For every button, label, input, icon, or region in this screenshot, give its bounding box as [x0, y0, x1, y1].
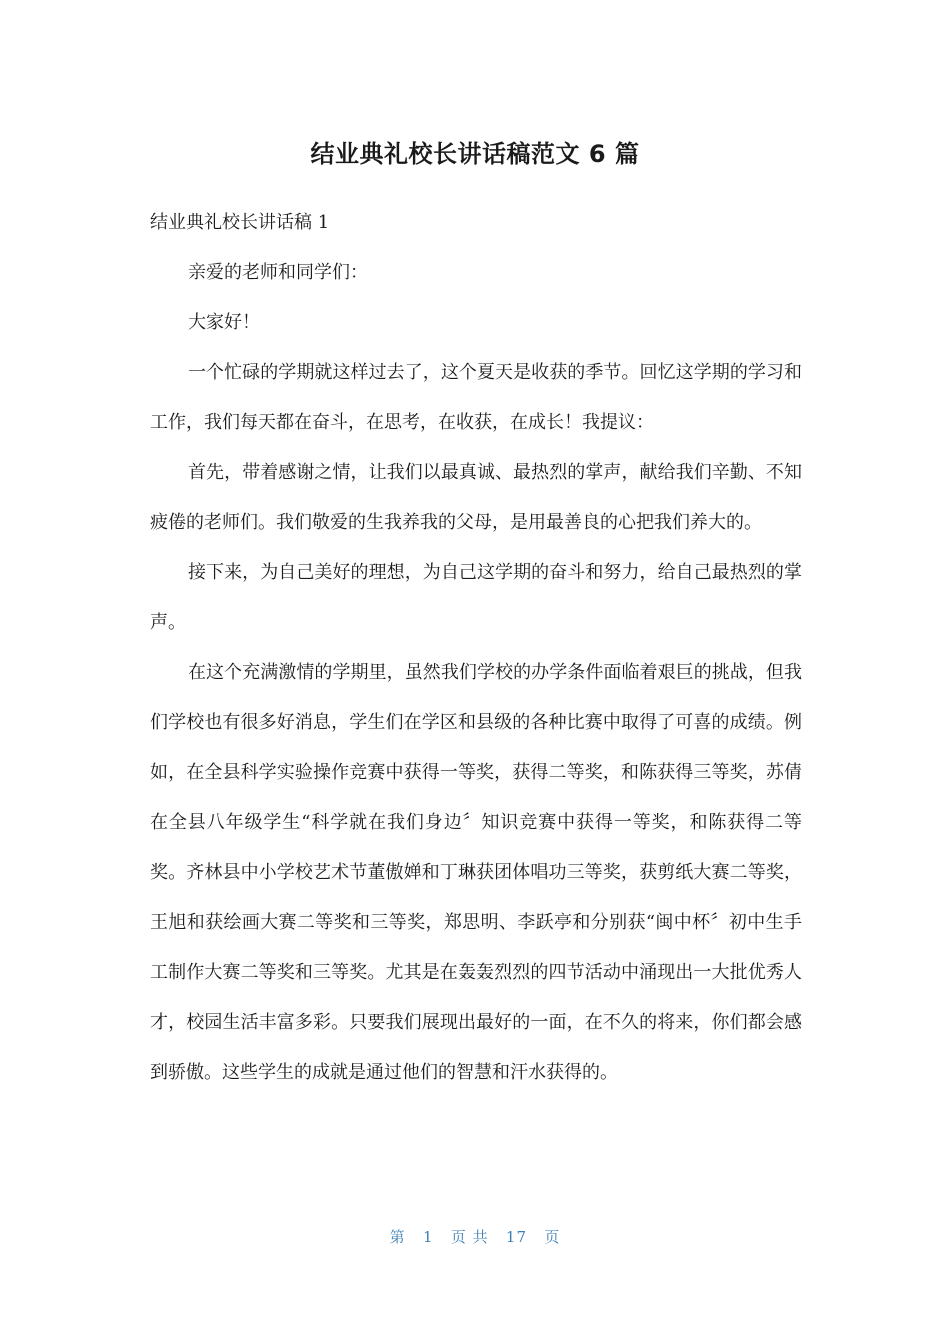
footer-label-end: 页 [544, 1228, 561, 1246]
footer-label-of: 页 共 [450, 1228, 489, 1246]
page-footer [0, 1224, 950, 1250]
body-paragraph: 接下来，为自己美好的理想，为自己这学期的奋斗和努力，给自己最热烈的掌声。 [150, 562, 802, 633]
footer-label-page: 第 [389, 1228, 406, 1246]
body-paragraph: 一个忙碌的学期就这样过去了，这个夏天是收获的季节。回忆这学期的学习和工作，我们每天都在奋斗，在思考，在收获，在成长！我提议： [150, 362, 802, 433]
document-title: 结业典礼校长讲话稿范文 6 篇 [310, 140, 640, 168]
footer-current-page: 1 [422, 1228, 434, 1246]
greeting-paragraph: 大家好！ [188, 312, 260, 333]
salutation-paragraph: 亲爱的老师和同学们： [188, 262, 368, 283]
section-heading: 结业典礼校长讲话稿 1 [150, 212, 330, 233]
document-body [150, 198, 802, 1098]
body-paragraph: 首先，带着感谢之情，让我们以最真诚、最热烈的掌声，献给我们辛勤、不知疲倦的老师们。我们敬爱的生我养我的父母，是用最善良的心把我们养大的。 [150, 462, 802, 533]
footer-total-pages: 17 [505, 1228, 528, 1246]
body-paragraph: 在这个充满激情的学期里，虽然我们学校的办学条件面临着艰巨的挑战，但我们学校也有很多好消息，学生们在学区和县级的各种比赛中取得了可喜的成绩。例如，在全县科学实验操作竞赛中获得一等奖，获得二等奖，和陈获得三等奖，苏倩在全县八年级学生“科学就在我们身边〞知识竞赛中获得一等奖，和陈获得二等奖。齐林县中小学校艺术节董傲婵和丁琳获团体唱功三等奖，获剪纸大赛二等奖，王旭和获绘画大赛二等奖和三等奖，郑思明、李跃亭和分别获“闽中杯〞初中生手工制作大赛二等奖和三等奖。尤其是在轰轰烈烈的四节活动中涌现出一大批优秀人才，校园生活丰富多彩。只要我们展现出最好的一面，在不久的将来，你们都会感到骄傲。这些学生的成就是通过他们的智慧和汗水获得的。 [150, 662, 802, 1083]
